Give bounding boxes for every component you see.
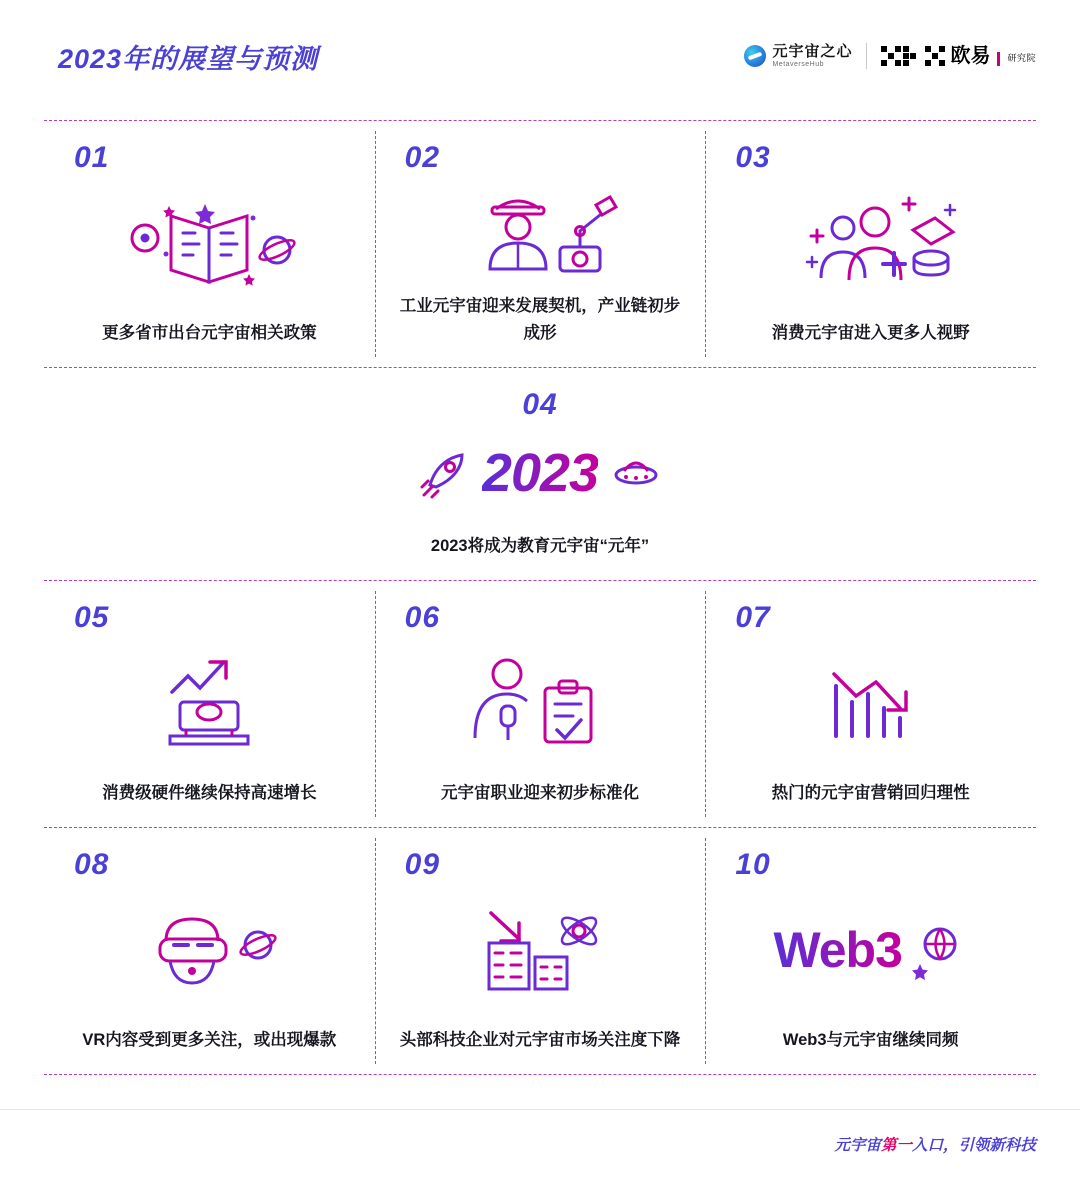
page-footer — [0, 1109, 1080, 1177]
card-caption: VR内容受到更多关注，或出现爆款 — [82, 1030, 337, 1049]
card-number: 01 — [74, 141, 110, 174]
vr-headset-person-planet-icon — [62, 874, 357, 1027]
prediction-card-05[interactable] — [44, 581, 375, 827]
footer-highlight: 第一 — [880, 1136, 912, 1154]
vr-device-growth-arrow-icon — [62, 627, 357, 780]
okx-mark-icon — [881, 46, 945, 66]
open-book-space-icon — [62, 167, 357, 320]
year-text: 2023 — [481, 443, 599, 504]
grid-row-3 — [44, 581, 1036, 827]
rocket-2023-ufo-icon — [62, 414, 1018, 533]
declining-bar-chart-icon — [723, 627, 1018, 780]
rocket-icon — [416, 445, 472, 501]
card-caption: 头部科技企业对元宇宙市场关注度下降 — [399, 1030, 681, 1049]
card-caption: 消费元宇宙进入更多人视野 — [771, 323, 970, 342]
page-title: 2023年的展望与预测 — [58, 43, 319, 74]
worker-robot-arm-icon — [393, 167, 688, 293]
prediction-card-07[interactable] — [705, 581, 1036, 827]
card-number: 03 — [735, 141, 771, 174]
grid-row-4 — [44, 828, 1036, 1074]
card-number: 02 — [404, 141, 441, 174]
footer-prefix: 元宇宙 — [834, 1136, 881, 1154]
prediction-card-04[interactable] — [44, 368, 1036, 580]
prediction-card-10[interactable] — [705, 828, 1036, 1074]
card-caption: 元宇宙职业迎来初步标准化 — [441, 783, 639, 802]
ufo-icon — [608, 445, 664, 501]
predictions-grid — [44, 120, 1036, 1075]
brand-divider — [866, 43, 867, 69]
card-number: 05 — [74, 601, 110, 634]
card-number: 09 — [404, 848, 441, 881]
brand-bar — [744, 43, 1036, 69]
metaversehub-name-cn: 元宇宙之心 — [772, 43, 853, 60]
card-number: 04 — [522, 388, 558, 421]
metaversehub-logo — [744, 44, 852, 68]
prediction-card-08[interactable] — [44, 828, 375, 1074]
prediction-card-02[interactable] — [375, 121, 706, 367]
okx-name-cn: 欧易 — [950, 45, 991, 67]
prediction-card-01[interactable] — [44, 121, 375, 367]
grid-row-1 — [44, 121, 1036, 367]
okx-accent-bar — [997, 52, 1000, 66]
footer-slogan — [834, 1133, 1036, 1155]
metaversehub-mark-icon — [744, 45, 766, 67]
card-caption: 消费级硬件继续保持高速增长 — [102, 783, 317, 802]
footer-suffix: 入口，引领新科技 — [911, 1136, 1036, 1154]
metaversehub-name-en: MetaverseHub — [772, 61, 824, 68]
card-caption: 工业元宇宙迎来发展契机，产业链初步成形 — [399, 296, 681, 342]
prediction-card-09[interactable] — [375, 828, 706, 1074]
globe-icon — [908, 920, 968, 980]
card-caption: 热门的元宇宙营销回归理性 — [771, 783, 970, 802]
people-shopping-icon — [723, 167, 1018, 320]
okx-sub-label: 研究院 — [1007, 53, 1036, 64]
card-caption: 更多省市出台元宇宙相关政策 — [102, 323, 317, 342]
grid-divider-bottom — [44, 1074, 1036, 1075]
card-number: 08 — [74, 848, 110, 881]
buildings-down-arrow-icon — [393, 874, 688, 1027]
page-header — [0, 0, 1080, 112]
prediction-card-06[interactable] — [375, 581, 706, 827]
web3-globe-icon — [723, 874, 1018, 1027]
web3-text: Web3 — [773, 922, 902, 979]
card-caption: 2023将成为教育元宇宙“元年” — [430, 536, 650, 555]
okx-logo — [881, 46, 1036, 66]
card-number: 06 — [404, 601, 441, 634]
card-number: 07 — [735, 601, 771, 634]
card-caption: Web3与元宇宙继续同频 — [782, 1030, 959, 1049]
prediction-card-03[interactable] — [705, 121, 1036, 367]
card-number: 10 — [735, 848, 771, 881]
grid-row-2 — [44, 368, 1036, 580]
person-checklist-icon — [393, 627, 688, 780]
